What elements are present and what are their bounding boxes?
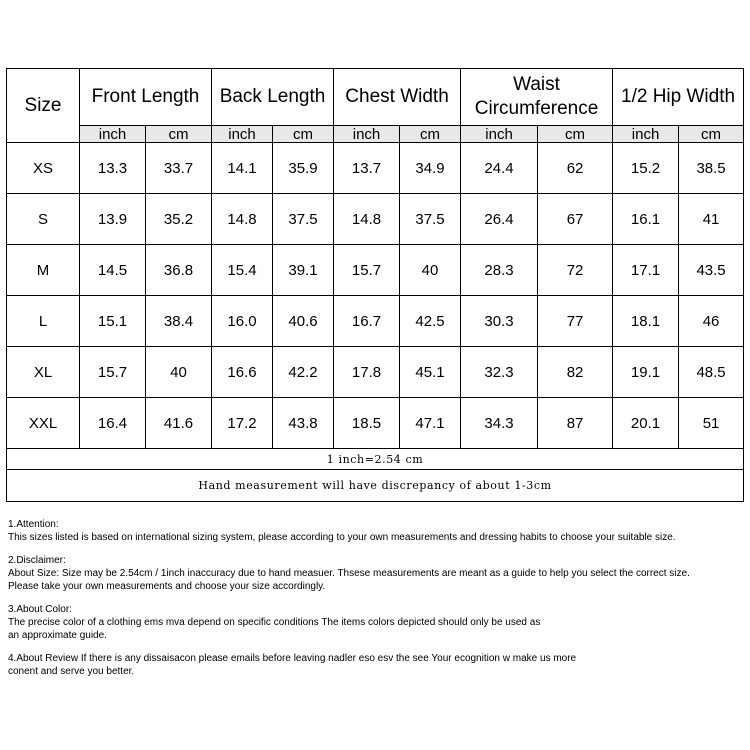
measurement-cell: 42.2 (273, 347, 334, 398)
measurement-cell: 51 (679, 398, 744, 449)
measurement-cell: 14.8 (212, 194, 273, 245)
measurement-cell: 16.0 (212, 296, 273, 347)
measurement-cell: 14.5 (80, 245, 146, 296)
measurement-cell: 77 (538, 296, 613, 347)
measurement-cell: 15.7 (334, 245, 400, 296)
unit-cell: inch (80, 126, 146, 143)
measurement-cell: 16.6 (212, 347, 273, 398)
conversion-note-row (7, 449, 744, 470)
measurement-cell: 40.6 (273, 296, 334, 347)
note-block (8, 518, 748, 544)
conversion-note: 1 inch=2.54 cm (7, 449, 744, 470)
measurement-cell: 35.9 (273, 143, 334, 194)
measurement-cell: 45.1 (400, 347, 461, 398)
measurement-cell: 17.2 (212, 398, 273, 449)
measurement-cell: 16.7 (334, 296, 400, 347)
unit-cell: inch (212, 126, 273, 143)
note-line: 3.About Color: (8, 604, 72, 615)
unit-cell: cm (273, 126, 334, 143)
measurement-cell: 43.8 (273, 398, 334, 449)
measurement-cell: 46 (679, 296, 744, 347)
measurement-cell: 20.1 (613, 398, 679, 449)
measurement-cell: 40 (146, 347, 212, 398)
unit-cell: cm (400, 126, 461, 143)
header-chest-width: Chest Width (334, 69, 461, 126)
measurement-cell: 24.4 (461, 143, 538, 194)
measurement-cell: 87 (538, 398, 613, 449)
table-row (7, 143, 744, 194)
measurement-cell: 18.5 (334, 398, 400, 449)
note-line: 4.About Review If there is any dissaisacon please emails before leaving nadler eso esv the see Your ecognition w make us more (8, 653, 577, 664)
measurement-cell: 82 (538, 347, 613, 398)
header-waist-circumference: Waist Circumference (461, 69, 613, 126)
header-size: Size (7, 69, 80, 143)
measurement-cell: 19.1 (613, 347, 679, 398)
size-cell: M (7, 245, 80, 296)
measurement-cell: 13.7 (334, 143, 400, 194)
unit-cell: inch (334, 126, 400, 143)
table-row (7, 194, 744, 245)
note-line: an approximate guide. (8, 630, 107, 641)
unit-row (7, 126, 744, 143)
measurement-cell: 38.4 (146, 296, 212, 347)
measurement-cell: 15.4 (212, 245, 273, 296)
unit-cell: cm (146, 126, 212, 143)
note-block (8, 603, 748, 642)
note-block (8, 554, 748, 593)
measurement-cell: 41 (679, 194, 744, 245)
note-line: 1.Attention: (8, 519, 59, 530)
measurement-cell: 17.1 (613, 245, 679, 296)
measurement-cell: 48.5 (679, 347, 744, 398)
note-block (8, 652, 748, 678)
measurement-cell: 28.3 (461, 245, 538, 296)
header-back-length: Back Length (212, 69, 334, 126)
measurement-cell: 17.8 (334, 347, 400, 398)
measurement-cell: 15.1 (80, 296, 146, 347)
size-chart-table (6, 68, 744, 502)
note-line: 2.Disclaimer: (8, 555, 66, 566)
measurement-cell: 67 (538, 194, 613, 245)
measurement-note-row (7, 470, 744, 502)
measurement-cell: 16.1 (613, 194, 679, 245)
header-hip-width: 1/2 Hip Width (613, 69, 744, 126)
table-row (7, 296, 744, 347)
measurement-cell: 36.8 (146, 245, 212, 296)
note-line: Please take your own measurements and choose your size accordingly. (8, 581, 326, 592)
size-cell: XXL (7, 398, 80, 449)
measurement-cell: 62 (538, 143, 613, 194)
note-line: This sizes listed is based on international sizing system, please according to your own measurements and dressing habits to choose your suitable size. (8, 532, 676, 543)
measurement-cell: 39.1 (273, 245, 334, 296)
measurement-cell: 34.9 (400, 143, 461, 194)
size-cell: S (7, 194, 80, 245)
measurement-cell: 15.2 (613, 143, 679, 194)
note-line: About Size: Size may be 2.54cm / 1inch inaccuracy due to hand measuer. Thsese measurements are meant as a guide to help you select the correct size. (8, 568, 690, 579)
measurement-cell: 18.1 (613, 296, 679, 347)
unit-cell: inch (461, 126, 538, 143)
measurement-cell: 15.7 (80, 347, 146, 398)
measurement-cell: 14.1 (212, 143, 273, 194)
size-cell: XL (7, 347, 80, 398)
table-row (7, 245, 744, 296)
unit-cell: inch (613, 126, 679, 143)
unit-cell: cm (679, 126, 744, 143)
note-line: The precise color of a clothing ems mva depend on specific conditions The items colors depicted should only be used as (8, 617, 541, 628)
unit-cell: cm (538, 126, 613, 143)
header-front-length: Front Length (80, 69, 212, 126)
measurement-cell: 37.5 (400, 194, 461, 245)
measurement-cell: 41.6 (146, 398, 212, 449)
measurement-cell: 72 (538, 245, 613, 296)
measurement-note: Hand measurement will have discrepancy of about 1-3cm (7, 470, 744, 502)
measurement-cell: 13.3 (80, 143, 146, 194)
measurement-cell: 37.5 (273, 194, 334, 245)
measurement-cell: 14.8 (334, 194, 400, 245)
measurement-cell: 26.4 (461, 194, 538, 245)
note-line: conent and serve you better. (8, 666, 135, 677)
measurement-cell: 35.2 (146, 194, 212, 245)
measurement-cell: 16.4 (80, 398, 146, 449)
measurement-cell: 13.9 (80, 194, 146, 245)
measurement-cell: 33.7 (146, 143, 212, 194)
measurement-cell: 30.3 (461, 296, 538, 347)
size-cell: XS (7, 143, 80, 194)
measurement-cell: 32.3 (461, 347, 538, 398)
header-row (7, 69, 744, 126)
measurement-cell: 47.1 (400, 398, 461, 449)
table-row (7, 347, 744, 398)
notes-section (8, 518, 748, 688)
size-cell: L (7, 296, 80, 347)
measurement-cell: 42.5 (400, 296, 461, 347)
table-row (7, 398, 744, 449)
measurement-cell: 34.3 (461, 398, 538, 449)
measurement-cell: 38.5 (679, 143, 744, 194)
measurement-cell: 40 (400, 245, 461, 296)
measurement-cell: 43.5 (679, 245, 744, 296)
